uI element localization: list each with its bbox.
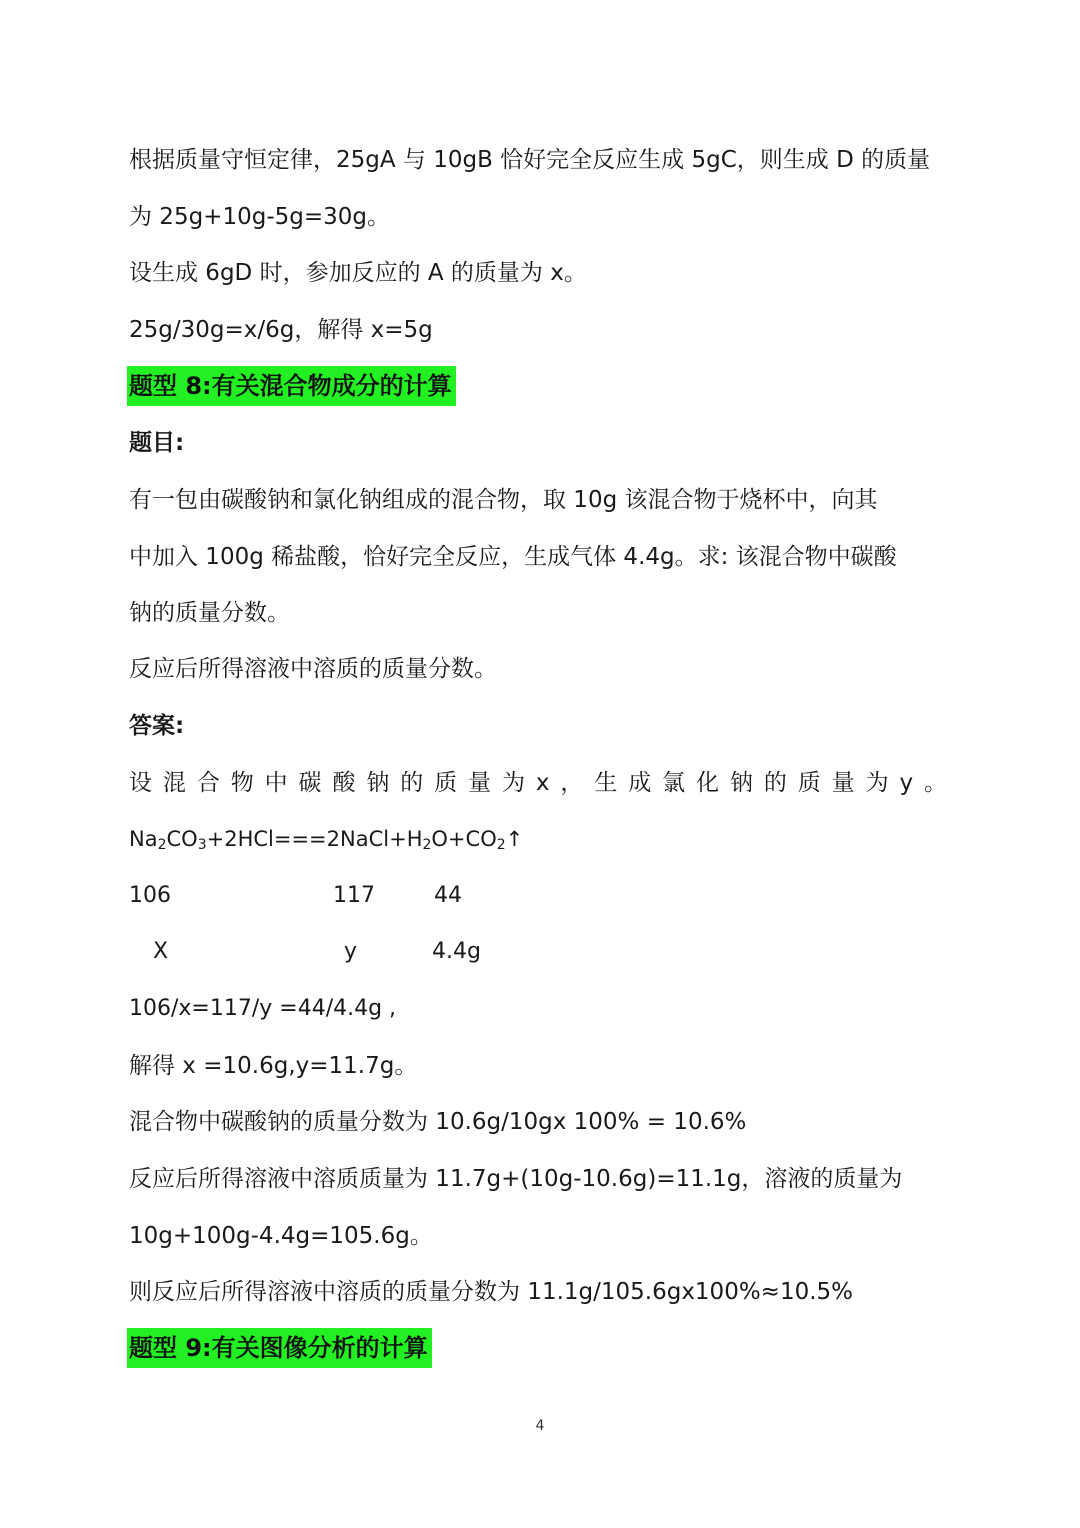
answer-line-4: 混合物中碳酸钠的质量分数为 10.6g/10gx 100% = 10.6% (129, 1109, 747, 1135)
mass-row-2-col-1: X (153, 939, 169, 964)
eq-arrow: ↑ (505, 827, 524, 851)
answer-line-1-char: 生 (594, 770, 618, 796)
section-9-heading: 题型 9:有关图像分析的计算 (127, 1328, 432, 1368)
question-line-4: 反应后所得溶液中溶质的质量分数。 (129, 656, 497, 682)
answer-line-5: 反应后所得溶液中溶质质量为 11.7g+(10g-10.6g)=11.1g，溶液的质量为 (129, 1166, 903, 1192)
answer-line-1-char: 量 (831, 770, 855, 796)
answer-line-1-char: 化 (696, 770, 720, 796)
question-line-2: 中加入 100g 稀盐酸，恰好完全反应，生成气体 4.4g。求: 该混合物中碳酸 (129, 544, 897, 570)
answer-line-1-char: 为 (865, 770, 889, 796)
answer-line-1-char: 质 (797, 770, 821, 796)
text-line-1: 根据质量守恒定律，25gA 与 10gB 恰好完全反应生成 5gC，则生成 D 的质量 (129, 147, 931, 173)
answer-line-7: 则反应后所得溶液中溶质的质量分数为 11.1g/105.6gx100%≈10.5% (129, 1279, 854, 1305)
mass-row-2-col-2: y (344, 939, 358, 964)
answer-line-6: 10g+100g-4.4g=105.6g。 (129, 1223, 433, 1249)
eq-subscript: 2 (157, 837, 167, 853)
eq-part: CO (166, 827, 198, 851)
answer-line-1-char: 合 (196, 770, 220, 796)
eq-subscript: 2 (496, 837, 506, 853)
section-8-heading: 题型 8:有关混合物成分的计算 (127, 366, 456, 406)
answer-line-1-char: y (899, 770, 914, 796)
answer-line-1-char: 成 (628, 770, 652, 796)
answer-line-1-char: ， (560, 770, 584, 796)
answer-line-1-char: 钠 (729, 770, 753, 796)
question-line-1: 有一包由碳酸钠和氯化钠组成的混合物，取 10g 该混合物于烧杯中，向其 (129, 487, 878, 513)
answer-line-1-char: 量 (468, 770, 492, 796)
eq-part: +2HCl===2NaCl+H (206, 827, 423, 851)
answer-line-1-char: 氯 (662, 770, 686, 796)
answer-line-1-char: 。 (924, 770, 947, 796)
eq-part: O+CO (431, 827, 497, 851)
answer-line-1-char: 质 (434, 770, 458, 796)
text-line-2: 为 25g+10g-5g=30g。 (129, 204, 390, 230)
question-line-3: 钠的质量分数。 (129, 600, 290, 626)
answer-line-1-char: 碳 (298, 770, 322, 796)
mass-row-1-col-2: 117 (333, 883, 375, 908)
answer-line-1-char: 钠 (366, 770, 390, 796)
answer-line-1-char: 中 (264, 770, 288, 796)
answer-line-1 (129, 766, 947, 800)
text-line-3: 设生成 6gD 时，参加反应的 A 的质量为 x。 (129, 260, 587, 286)
answer-line-1-char: 的 (763, 770, 787, 796)
answer-label: 答案: (129, 713, 185, 739)
answer-line-1-char: 设 (129, 770, 152, 796)
eq-subscript: 2 (422, 837, 432, 853)
answer-line-1-char: 的 (400, 770, 424, 796)
chemical-equation (129, 822, 523, 856)
answer-line-1-char: 为 (501, 770, 525, 796)
mass-row-1-col-1: 106 (129, 883, 171, 908)
question-label: 题目: (129, 430, 185, 456)
answer-line-1-char: 酸 (332, 770, 356, 796)
eq-part: Na (129, 827, 158, 851)
eq-subscript: 3 (197, 837, 207, 853)
mass-row-1-col-3: 44 (434, 883, 462, 908)
mass-row-2-col-3: 4.4g (432, 939, 481, 964)
text-line-4: 25g/30g=x/6g，解得 x=5g (129, 317, 433, 343)
answer-line-1-char: 物 (230, 770, 254, 796)
answer-line-3: 解得 x =10.6g,y=11.7g。 (129, 1053, 418, 1079)
answer-line-1-char: x (535, 770, 550, 796)
answer-line-1-char: 混 (162, 770, 186, 796)
answer-line-2: 106/x=117/y =44/4.4g , (129, 996, 397, 1021)
page-number: 4 (535, 1418, 545, 1434)
